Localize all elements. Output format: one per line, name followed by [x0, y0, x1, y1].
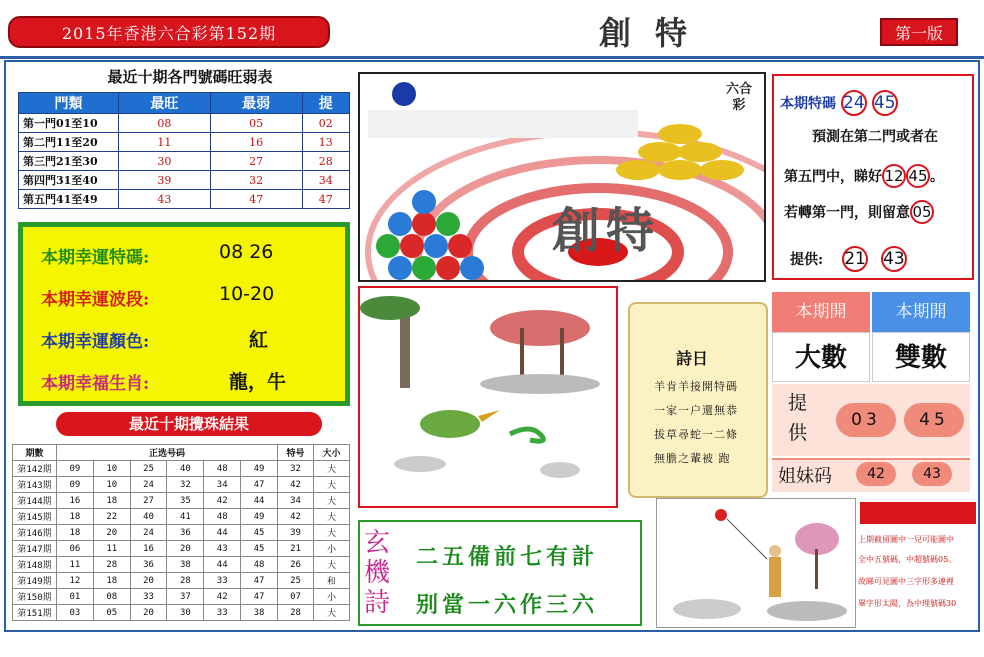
provide-pill-1: 03	[836, 403, 896, 437]
size-cell: 大	[314, 605, 350, 621]
period-cell: 第143期	[13, 477, 57, 493]
special-cell: 26	[278, 557, 314, 573]
number-cell: 09	[57, 477, 94, 493]
table-row	[13, 493, 350, 509]
history-table	[12, 444, 350, 621]
number-cell: 11	[57, 557, 94, 573]
period-cell: 第146期	[13, 525, 57, 541]
provide-panel-label: 提供	[788, 392, 808, 444]
number-cell: 03	[57, 605, 94, 621]
history-title: 最近十期攪珠結果	[56, 412, 322, 436]
number-cell: 49	[241, 461, 278, 477]
number-cell: 24	[130, 477, 167, 493]
open-header-1: 本期開	[772, 292, 870, 332]
number-cell: 25	[130, 461, 167, 477]
poem-line: 拔草尋蛇一二條	[654, 428, 738, 441]
period-cell: 第147期	[13, 541, 57, 557]
tip-cell: 47	[302, 190, 349, 209]
special-cell: 25	[278, 573, 314, 589]
table-row	[13, 509, 350, 525]
tip-cell: 13	[302, 133, 349, 152]
number-cell: 18	[57, 509, 94, 525]
provide-pill-2: 45	[904, 403, 964, 437]
number-cell: 48	[241, 557, 278, 573]
period-cell: 第151期	[13, 605, 57, 621]
lucky-band-label: 本期幸運波段:	[41, 290, 150, 310]
lucky-color-value: 紅	[249, 329, 269, 351]
hot-cell: 39	[119, 171, 211, 190]
table-row	[13, 589, 350, 605]
special-cell: 42	[278, 509, 314, 525]
door-cell: 第一門01至10	[19, 114, 119, 133]
lucky-special-value: 08 26	[219, 241, 274, 263]
number-cell: 44	[204, 557, 241, 573]
size-cell: 大	[314, 477, 350, 493]
number-cell: 43	[204, 541, 241, 557]
number-cell: 47	[241, 477, 278, 493]
number-cell: 36	[130, 557, 167, 573]
number-cell: 09	[57, 461, 94, 477]
riddle-picture	[358, 286, 618, 508]
sister-pill-1: 42	[856, 462, 896, 486]
number-cell: 20	[167, 541, 204, 557]
door-header-0: 門類	[19, 93, 119, 114]
number-cell: 16	[130, 541, 167, 557]
liuhe-label: 六合彩	[726, 82, 753, 113]
forecast-line-3-text: 若轉第一門，則留意	[784, 205, 910, 221]
door-cell: 第二門11至20	[19, 133, 119, 152]
lucky-special-label: 本期幸運特碼:	[41, 248, 150, 268]
poem-scroll	[628, 302, 768, 498]
note-banner	[860, 502, 976, 524]
table-row	[19, 133, 350, 152]
period-cell: 第144期	[13, 493, 57, 509]
number-cell: 24	[130, 525, 167, 541]
note-line: 全中五號碼，中超號碼05。	[858, 555, 957, 564]
number-cell: 33	[130, 589, 167, 605]
table-row	[13, 557, 350, 573]
number-cell: 22	[93, 509, 130, 525]
period-cell: 第150期	[13, 589, 57, 605]
cold-cell: 05	[210, 114, 302, 133]
special-cell: 39	[278, 525, 314, 541]
table-row	[13, 541, 350, 557]
size-cell: 大	[314, 493, 350, 509]
bird-snake-tree-illustration	[360, 288, 616, 506]
door-cell: 第三門21至30	[19, 152, 119, 171]
number-cell: 18	[57, 525, 94, 541]
number-cell: 20	[130, 573, 167, 589]
hot-cell: 43	[119, 190, 211, 209]
number-cell: 41	[167, 509, 204, 525]
special-number-2: 45	[872, 90, 898, 116]
number-cell: 18	[93, 493, 130, 509]
note-line: 上期截留圖中一兒可能圖中	[858, 535, 954, 544]
history-body	[13, 461, 350, 621]
size-cell: 小	[314, 541, 350, 557]
special-cell: 28	[278, 605, 314, 621]
number-cell: 06	[57, 541, 94, 557]
special-label: 本期特碼	[780, 96, 836, 112]
door-cell: 第四門31至40	[19, 171, 119, 190]
table-row	[19, 152, 350, 171]
door-table-header	[19, 93, 350, 114]
special-cell: 07	[278, 589, 314, 605]
open-header-2: 本期開	[872, 292, 970, 332]
xuanji-line-1: 二五備前七有計	[416, 544, 599, 570]
note-line: 故睇可見圖中三字形多連裡	[858, 577, 954, 586]
provide-label: 提供:	[790, 252, 824, 268]
number-cell: 44	[204, 525, 241, 541]
number-cell: 01	[57, 589, 94, 605]
number-cell: 08	[93, 589, 130, 605]
lucky-zodiac-value: 龍，牛	[229, 371, 287, 393]
page-title: 創特	[598, 14, 711, 52]
number-cell: 12	[57, 573, 94, 589]
edition-badge: 第一版	[880, 18, 958, 46]
number-cell: 20	[130, 605, 167, 621]
period-cell: 第149期	[13, 573, 57, 589]
number-cell: 49	[241, 509, 278, 525]
xuanji-label: 玄機詩	[364, 528, 391, 618]
sister-code-label: 姐妹码	[778, 466, 832, 487]
provide-line	[790, 246, 907, 272]
history-header-period: 期數	[13, 445, 57, 461]
door-header-2: 最弱	[210, 93, 302, 114]
cold-cell: 32	[210, 171, 302, 190]
table-row	[19, 190, 350, 209]
forecast-number-c: 05	[910, 200, 934, 224]
open-value-2: 雙數	[872, 332, 970, 382]
number-cell: 28	[93, 557, 130, 573]
poem-line: 羊肯羊接開特碼	[654, 380, 738, 393]
forecast-line-3	[784, 200, 934, 224]
sister-pill-2: 43	[912, 462, 952, 486]
provide-number-2: 43	[881, 246, 907, 272]
xuanji-line-2: 别當一六作三六	[416, 592, 599, 618]
forecast-line-2-end: 。	[930, 169, 944, 185]
cold-cell: 27	[210, 152, 302, 171]
number-cell: 47	[241, 589, 278, 605]
number-cell: 11	[93, 541, 130, 557]
number-cell: 47	[241, 573, 278, 589]
number-cell: 18	[93, 573, 130, 589]
table-row	[13, 461, 350, 477]
hot-cell: 11	[119, 133, 211, 152]
history-header	[13, 445, 350, 461]
number-cell: 20	[93, 525, 130, 541]
poem-line: 無膽之輩被 跑	[654, 452, 731, 465]
table-row	[13, 477, 350, 493]
tip-cell: 34	[302, 171, 349, 190]
special-cell: 21	[278, 541, 314, 557]
forecast-line-1: 預測在第二門或者在	[812, 129, 938, 145]
number-cell: 44	[241, 493, 278, 509]
period-cell: 第142期	[13, 461, 57, 477]
poem-title: 詩日	[676, 349, 709, 368]
number-cell: 38	[167, 557, 204, 573]
special-cell: 32	[278, 461, 314, 477]
special-cell: 34	[278, 493, 314, 509]
number-cell: 42	[204, 493, 241, 509]
hot-cell: 30	[119, 152, 211, 171]
number-cell: 37	[167, 589, 204, 605]
size-cell: 大	[314, 509, 350, 525]
provide-number-1: 21	[842, 246, 868, 272]
open-value-1: 大數	[772, 332, 870, 382]
lucky-zodiac-label: 本期幸福生肖:	[41, 374, 150, 394]
door-table	[18, 92, 350, 209]
hot-cell: 08	[119, 114, 211, 133]
period-cell: 第148期	[13, 557, 57, 573]
number-cell: 33	[204, 573, 241, 589]
number-cell: 34	[204, 477, 241, 493]
tip-cell: 28	[302, 152, 349, 171]
number-cell: 33	[204, 605, 241, 621]
number-cell: 30	[167, 605, 204, 621]
forecast-line-2	[784, 164, 944, 188]
number-cell: 42	[204, 589, 241, 605]
number-cell: 48	[204, 509, 241, 525]
table-row	[13, 605, 350, 621]
cold-cell: 47	[210, 190, 302, 209]
number-cell: 45	[241, 541, 278, 557]
number-cell: 48	[204, 461, 241, 477]
table-row	[19, 171, 350, 190]
forecast-number-b: 45	[906, 164, 930, 188]
size-cell: 大	[314, 525, 350, 541]
size-cell: 小	[314, 589, 350, 605]
forecast-line-2-text: 第五門中，睇好	[784, 169, 882, 185]
number-cell: 40	[130, 509, 167, 525]
poem-line: 一家一户還無恭	[654, 404, 738, 417]
number-cell: 10	[93, 461, 130, 477]
number-cell: 16	[57, 493, 94, 509]
period-cell: 第145期	[13, 509, 57, 525]
issue-title: 2015年香港六合彩第152期	[8, 16, 330, 48]
number-cell: 32	[167, 477, 204, 493]
number-cell: 10	[93, 477, 130, 493]
note-line: 畢字形太陽，為中理號碼30	[858, 599, 957, 608]
number-cell: 36	[167, 525, 204, 541]
history-header-nums: 正选号码	[57, 445, 278, 461]
table-row	[13, 573, 350, 589]
history-header-special: 特号	[278, 445, 314, 461]
archer-picture	[656, 498, 856, 628]
number-cell: 38	[241, 605, 278, 621]
special-forecast-header	[780, 90, 898, 116]
number-cell: 05	[93, 605, 130, 621]
size-cell: 大	[314, 557, 350, 573]
history-header-size: 大小	[314, 445, 350, 461]
table-row	[19, 114, 350, 133]
header-divider	[0, 56, 984, 59]
door-cell: 第五門41至49	[19, 190, 119, 209]
number-cell: 40	[167, 461, 204, 477]
lucky-box	[18, 222, 350, 406]
special-number-1: 24	[841, 90, 867, 116]
number-cell: 27	[130, 493, 167, 509]
size-cell: 和	[314, 573, 350, 589]
door-header-3: 提	[302, 93, 349, 114]
banner-art-text: 創特	[552, 203, 661, 259]
door-header-1: 最旺	[119, 93, 211, 114]
special-cell: 42	[278, 477, 314, 493]
lucky-band-value: 10-20	[219, 283, 275, 305]
table-row	[13, 525, 350, 541]
forecast-number-a: 12	[882, 164, 906, 188]
lucky-color-label: 本期幸運顏色:	[41, 332, 150, 352]
tip-cell: 02	[302, 114, 349, 133]
size-cell: 大	[314, 461, 350, 477]
archer-sun-illustration	[657, 499, 855, 627]
door-table-title: 最近十期各門號碼旺弱表	[107, 68, 273, 86]
banner-masked-strip	[368, 110, 638, 138]
number-cell: 45	[241, 525, 278, 541]
number-cell: 28	[167, 573, 204, 589]
number-cell: 35	[167, 493, 204, 509]
cold-cell: 16	[210, 133, 302, 152]
